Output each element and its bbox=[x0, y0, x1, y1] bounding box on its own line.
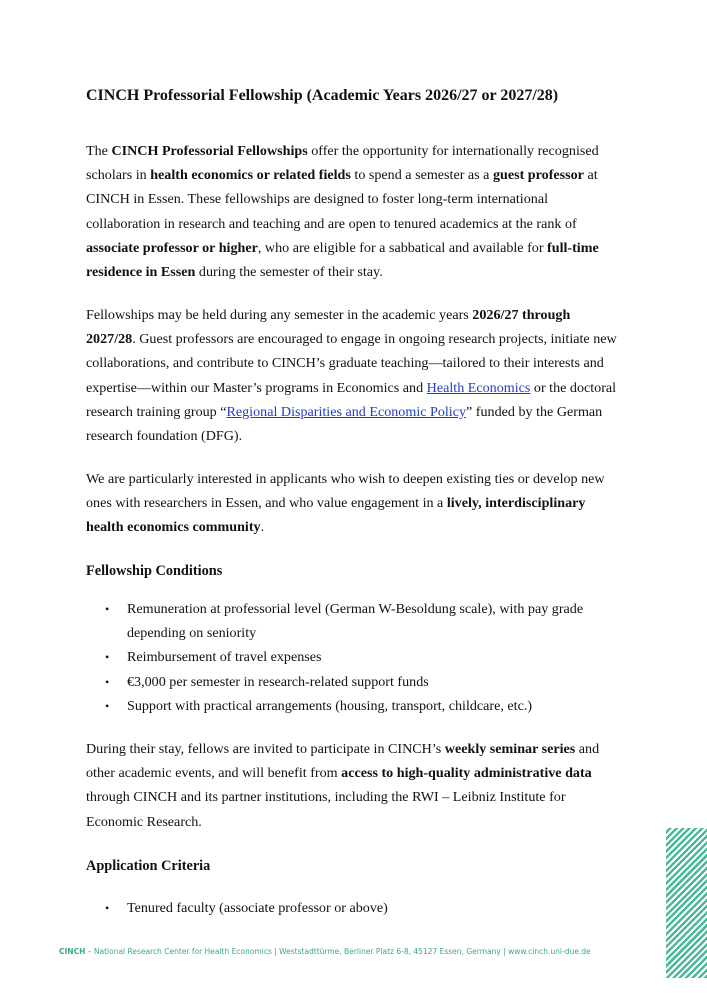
bullet-icon: • bbox=[105, 698, 110, 713]
text-run: . bbox=[260, 519, 265, 536]
text-run: or the doctoral research training group “ bbox=[86, 379, 617, 420]
text-run: The bbox=[86, 143, 112, 159]
text-run: . Guest professors are encouraged to engage in ongoing research projects, initiate new collaborations, and contribute to CINCH’s graduate teaching—tailored to their interests and expertise—within our Master’s programs in Economics and bbox=[86, 331, 617, 396]
stay-paragraph bbox=[86, 737, 622, 834]
text-run: to spend a semester as a bbox=[350, 167, 493, 184]
text-run: ” funded by the German research foundation (DFG). bbox=[86, 403, 603, 445]
bold-run: associate professor or higher bbox=[86, 239, 258, 256]
list-item-text: Tenured faculty (associate professor or above) bbox=[127, 900, 388, 916]
text-run: during the semester of their stay. bbox=[195, 264, 383, 281]
interest-paragraph bbox=[86, 467, 622, 540]
text-run: During their stay, fellows are invited to participate in CINCH’s bbox=[86, 741, 445, 757]
bullet-icon: • bbox=[105, 650, 110, 665]
list-item-text: €3,000 per semester in research-related support funds bbox=[127, 673, 429, 690]
footer-text: – National Research Center for Health Economics | Weststadttürme, Berliner Platz 6-8, 45127 Essen, Germany | www.cinch.uni-due.de bbox=[85, 947, 591, 956]
intro-paragraph bbox=[86, 139, 622, 284]
text-run: through CINCH and its partner institutions, including the RWI – Leibniz Institute for Economic Research. bbox=[86, 789, 566, 830]
page-title: CINCH Professorial Fellowship (Academic Years 2026/27 or 2027/28) bbox=[86, 87, 559, 104]
list-item-text: Support with practical arrangements (housing, transport, childcare, etc.) bbox=[127, 697, 533, 714]
regional-disparities-link[interactable]: Regional Disparities and Economic Policy bbox=[226, 403, 467, 420]
terms-paragraph bbox=[86, 303, 622, 448]
bullet-icon: • bbox=[105, 901, 110, 915]
bold-run: 2026/27 through 2027/28 bbox=[86, 307, 571, 348]
list-item-text: Remuneration at professorial level (German W-Besoldung scale), with pay grade depending on seniority bbox=[127, 601, 584, 642]
text-run: We are particularly interested in applicants who wish to deepen existing ties or develop new ones with researchers in Essen, and who value engagement in a bbox=[86, 471, 605, 512]
text-run: offer the opportunity for internationally recognised scholars in bbox=[86, 143, 599, 184]
bold-run: health economics or related fields bbox=[150, 167, 351, 184]
text-run: , who are eligible for a sabbatical and available for bbox=[257, 239, 548, 256]
bold-run: CINCH Professorial Fellowships bbox=[111, 143, 308, 159]
list-item bbox=[86, 597, 626, 645]
bullet-icon: • bbox=[105, 602, 110, 616]
footer-brand: CINCH bbox=[59, 947, 86, 956]
conditions-list bbox=[86, 597, 626, 718]
page-footer bbox=[59, 946, 649, 958]
bold-run: full-time residence in Essen bbox=[86, 239, 599, 281]
fellowship-conditions-heading: Fellowship Conditions bbox=[86, 563, 223, 579]
bold-run: guest professor bbox=[492, 167, 584, 184]
list-item-text: Reimbursement of travel expenses bbox=[127, 649, 322, 666]
list-item bbox=[86, 896, 626, 920]
bold-run: access to high-quality administrative data bbox=[341, 765, 592, 782]
bold-run: lively, interdisciplinary health economics community bbox=[86, 495, 586, 536]
list-item bbox=[86, 694, 626, 718]
text-run: and other academic events, and will benefit from bbox=[86, 741, 600, 782]
bold-run: weekly seminar series bbox=[444, 741, 576, 757]
health-economics-link[interactable]: Health Economics bbox=[426, 379, 531, 396]
bullet-icon: • bbox=[105, 674, 110, 689]
criteria-list bbox=[86, 896, 626, 920]
text-run: Fellowships may be held during any semester in the academic years bbox=[86, 307, 473, 323]
decorative-hatch-stripes bbox=[666, 828, 707, 978]
list-item bbox=[86, 670, 626, 694]
application-criteria-heading: Application Criteria bbox=[86, 858, 211, 874]
text-run: at CINCH in Essen. These fellowships are designed to foster long-term international collaboration in research and teaching and are open to tenured academics at the rank of bbox=[86, 167, 598, 232]
list-item bbox=[86, 645, 626, 669]
